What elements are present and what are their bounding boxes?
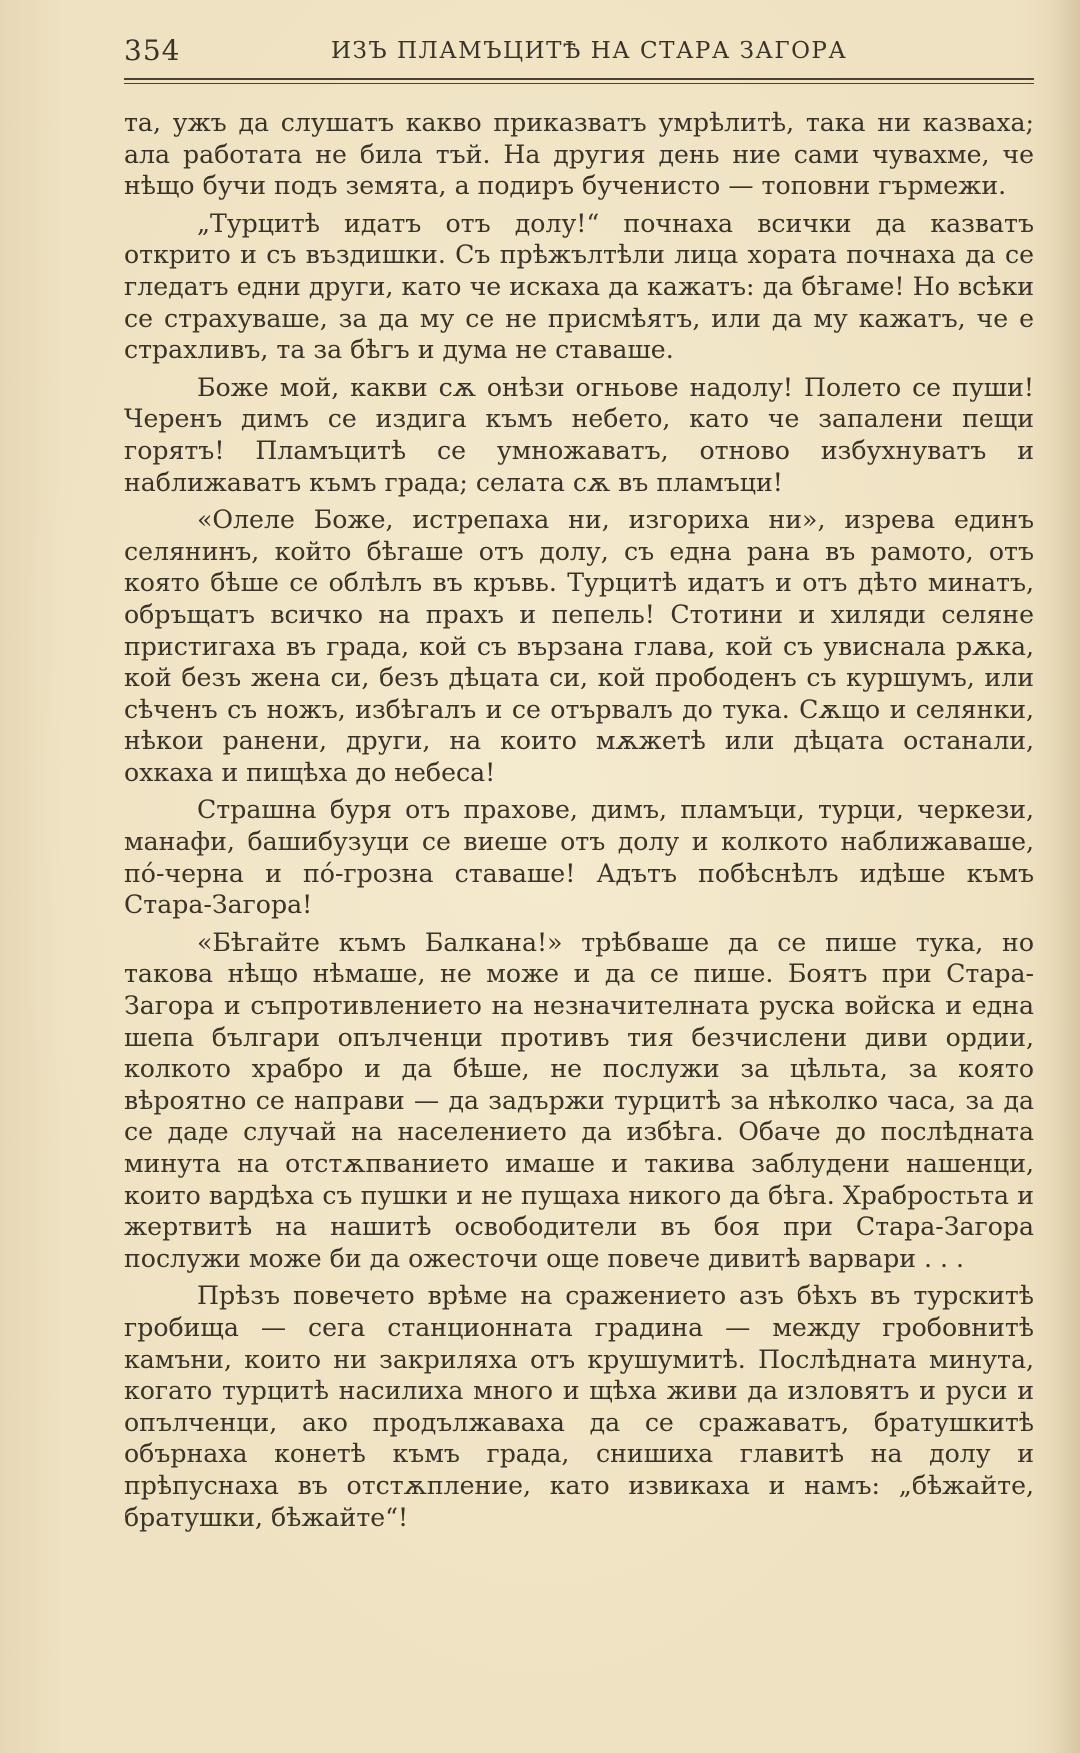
paragraph-3: Боже мой, какви сѫ онѣзи огньове надолу! Полето се пуши! Черенъ димъ се издига къмъ небето, като че запалени пещи горятъ! Пламъцитѣ се умножаватъ, отново избухнуватъ и наближаватъ къмъ града; селата сѫ въ пламъци! [124, 372, 1034, 497]
paragraph-1: та, ужъ да слушатъ какво приказватъ умрѣлитѣ, така ни казваха; ала работата не била тъй. На другия день ние сами чувахме, че нѣщо бучи подъ земята, а подиръ бученисто — топовни гърмежи. [124, 108, 1034, 201]
page-number: 354 [124, 34, 181, 67]
header-rule-thick [124, 78, 1034, 80]
paragraph-5: Страшна буря отъ прахове, димъ, пламъци, турци, черкези, манафи, башибузуци се виеше отъ долу и колкото наближаваше, по́-черна и по́-грозна ставаше! Адътъ побѣснѣлъ идѣше къмъ Стара-Загора! [124, 795, 1034, 920]
running-title: ИЗЪ ПЛАМЪЦИТѢ НА СТАРА ЗАГОРА [331, 38, 848, 64]
page-header [124, 30, 1034, 70]
paragraph-4: «Олеле Боже, истрепаха ни, изгориха ни», изрева единъ селянинъ, който бѣгаше отъ долу, съ една рана въ рамото, отъ която бѣше се облѣлъ въ кръвь. Турцитѣ идатъ и отъ дѣто минатъ, обръщатъ всичко на прахъ и пепель! Стотини и хиляди селяне пристигаха въ града, кой съ вързана глава, кой съ увиснала рѫка, кой безъ жена си, безъ дѣцата си, кой прободенъ съ куршумъ, или сѣченъ съ ножъ, избѣгалъ и се отървалъ до тука. Сѫщо и селянки, нѣкои ранени, други, на които мѫжетѣ или дѣцата останали, охкаха и пищѣха до небеса! [124, 505, 1034, 787]
page-edge-shadow [1050, 0, 1080, 1753]
body-text [124, 107, 1034, 1539]
paragraph-7: Прѣзъ повечето врѣме на сражението азъ бѣхъ въ турскитѣ гробища — сега станционната градина — между гробовнитѣ камъни, които ни закриляха отъ крушумитѣ. Послѣдната минута, когато турцитѣ насилиха много и щѣха живи да изловятъ и руси и опълченци, ако продължаваха да се сражаватъ, братушкитѣ обърнаха конетѣ къмъ града, снишиха главитѣ на долу и прѣпуснаха въ отстѫпление, като извикаха и намъ: „бѣжайте, братушки, бѣжайте“! [124, 1281, 1034, 1532]
header-rule-thin [124, 83, 1034, 84]
paragraph-6: «Бѣгайте къмъ Балкана!» трѣбваше да се пише тука, но такова нѣщо нѣмаше, не може и да се пише. Боятъ при Стара-Загора и съпротивлението на незначителната руска войска и една шепа българи опълченци противъ тия безчислени диви ордии, колкото храбро и да бѣше, не послужи за цѣльта, за която вѣроятно се направи — да задържи турцитѣ за нѣколко часа, за да се даде случай на населението да избѣга. Обаче до послѣдната минута на отстѫпванието имаше и такива заблудени нашенци, които вардѣха съ пушки и не пущаха никого да бѣга. Храбростьта и жертвитѣ на нашитѣ освободители въ боя при Стара-Загора послужи може би да ожесточи още повече дивитѣ варвари . . . [124, 927, 1034, 1273]
paragraph-2: „Турцитѣ идатъ отъ долу!“ почнаха всички да казватъ открито и съ въздишки. Съ прѣжълтѣли лица хората почнаха да се гледатъ едни други, като че искаха да кажатъ: да бѣгаме! Но всѣки се страхуваше, за да му се не присмѣятъ, или да му кажатъ, че е страхливъ, та за бѣгъ и дума не ставаше. [124, 208, 1034, 365]
